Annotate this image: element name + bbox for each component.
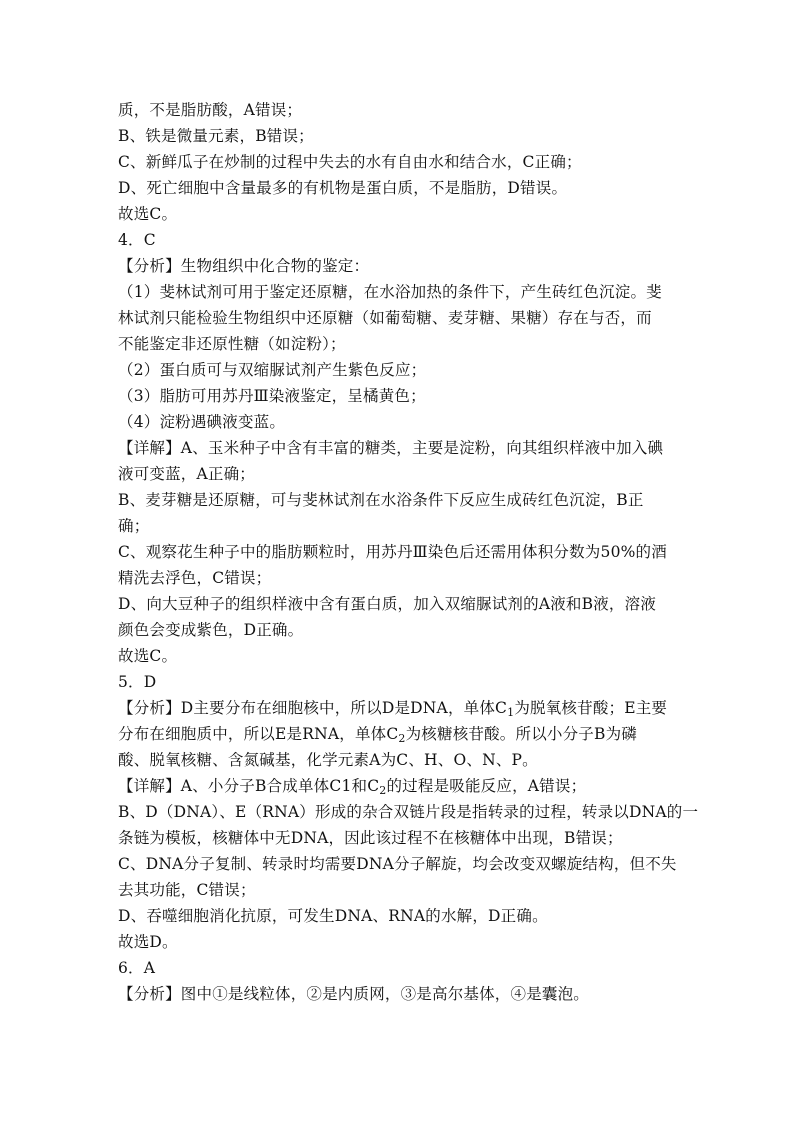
text-line: C、新鲜瓜子在炒制的过程中失去的水有自由水和结合水，C正确； (118, 153, 582, 171)
text-line: 质，不是脂肪酸，A错误； (118, 101, 303, 119)
subscript: 2 (398, 732, 406, 745)
subscript: 1 (507, 706, 515, 719)
text-line: 故选C。 (118, 647, 178, 665)
text-line (118, 696, 678, 720)
text-line: D、吞噬细胞消化抗原，可发生DNA、RNA的水解，D正确。 (118, 907, 548, 925)
text-line: 酸、脱氧核糖、含氮碱基，化学元素A为C、H、O、N、P。 (118, 751, 538, 769)
text-line: （3）脂肪可用苏丹Ⅲ染液鉴定，呈橘黄色； (118, 387, 426, 405)
text-line: 液可变蓝，A正确； (118, 465, 255, 483)
text-run: 【分析】D主要分布在细胞核中，所以D是DNA，单体C (118, 699, 508, 717)
text-line: 精洗去浮色，C错误； (118, 569, 272, 587)
text-line (118, 722, 678, 746)
text-line: （4）淀粉遇碘液变蓝。 (118, 413, 286, 431)
text-run: 【详解】A、小分子B合成单体C1和C (118, 777, 380, 795)
text-run: 的过程是吸能反应，A错误； (386, 777, 587, 795)
text-line: B、麦芽糖是还原糖，可与斐林试剂在水浴条件下反应生成砖红色沉淀，B正 (118, 491, 644, 509)
text-line: 去其功能，C错误； (118, 881, 256, 899)
text-line: 不能鉴定非还原性糖（如淀粉）； (118, 335, 346, 353)
text-line: D、向大豆种子的组织样液中含有蛋白质，加入双缩脲试剂的A液和B液，溶液 (118, 595, 657, 613)
question-number: 4．C (118, 231, 156, 249)
text-line: D、死亡细胞中含量最多的有机物是蛋白质，不是脂肪，D错误。 (118, 179, 568, 197)
text-line: 确； (118, 517, 150, 535)
text-run: 为脱氧核苷酸；E主要 (514, 699, 668, 717)
text-line: 颜色会变成紫色，D正确。 (118, 621, 304, 639)
text-line: 【分析】生物组织中化合物的鉴定： (118, 257, 370, 275)
question-number: 5．D (118, 673, 157, 691)
question-number: 6．A (118, 959, 156, 977)
text-run: 分布在细胞质中，所以E是RNA，单体C (118, 725, 399, 743)
text-line: B、D（DNA）、E（RNA）形成的杂合双链片段是指转录的过程，转录以DNA的一 (118, 803, 699, 821)
text-line: 条链为模板，核糖体中无DNA，因此该过程不在核糖体中出现，B错误； (118, 829, 623, 847)
text-line: C、DNA分子复制、转录时均需要DNA分子解旋，均会改变双螺旋结构，但不失 (118, 855, 677, 873)
text-line: 故选D。 (118, 933, 178, 951)
text-run: 为核糖核苷酸。所以小分子B为磷 (405, 725, 638, 743)
text-line: 故选C。 (118, 205, 178, 223)
text-line: B、铁是微量元素，B错误； (118, 127, 314, 145)
text-line: 【分析】图中①是线粒体，②是内质网，③是高尔基体，④是囊泡。 (118, 985, 590, 1003)
text-line: 林试剂只能检验生物组织中还原糖（如葡萄糖、麦芽糖、果糖）存在与否，而 (118, 309, 652, 327)
subscript: 2 (379, 784, 387, 797)
text-line: C、观察花生种子中的脂肪颗粒时，用苏丹Ⅲ染色后还需用体积分数为50%的酒 (118, 543, 667, 561)
text-line: 【详解】A、玉米种子中含有丰富的糖类，主要是淀粉，向其组织样液中加入碘 (118, 439, 664, 457)
text-line (118, 774, 678, 798)
text-line: （1）斐林试剂可用于鉴定还原糖，在水浴加热的条件下，产生砖红色沉淀。斐 (118, 283, 662, 301)
text-line: （2）蛋白质可与双缩脲试剂产生紫色反应； (118, 361, 427, 379)
